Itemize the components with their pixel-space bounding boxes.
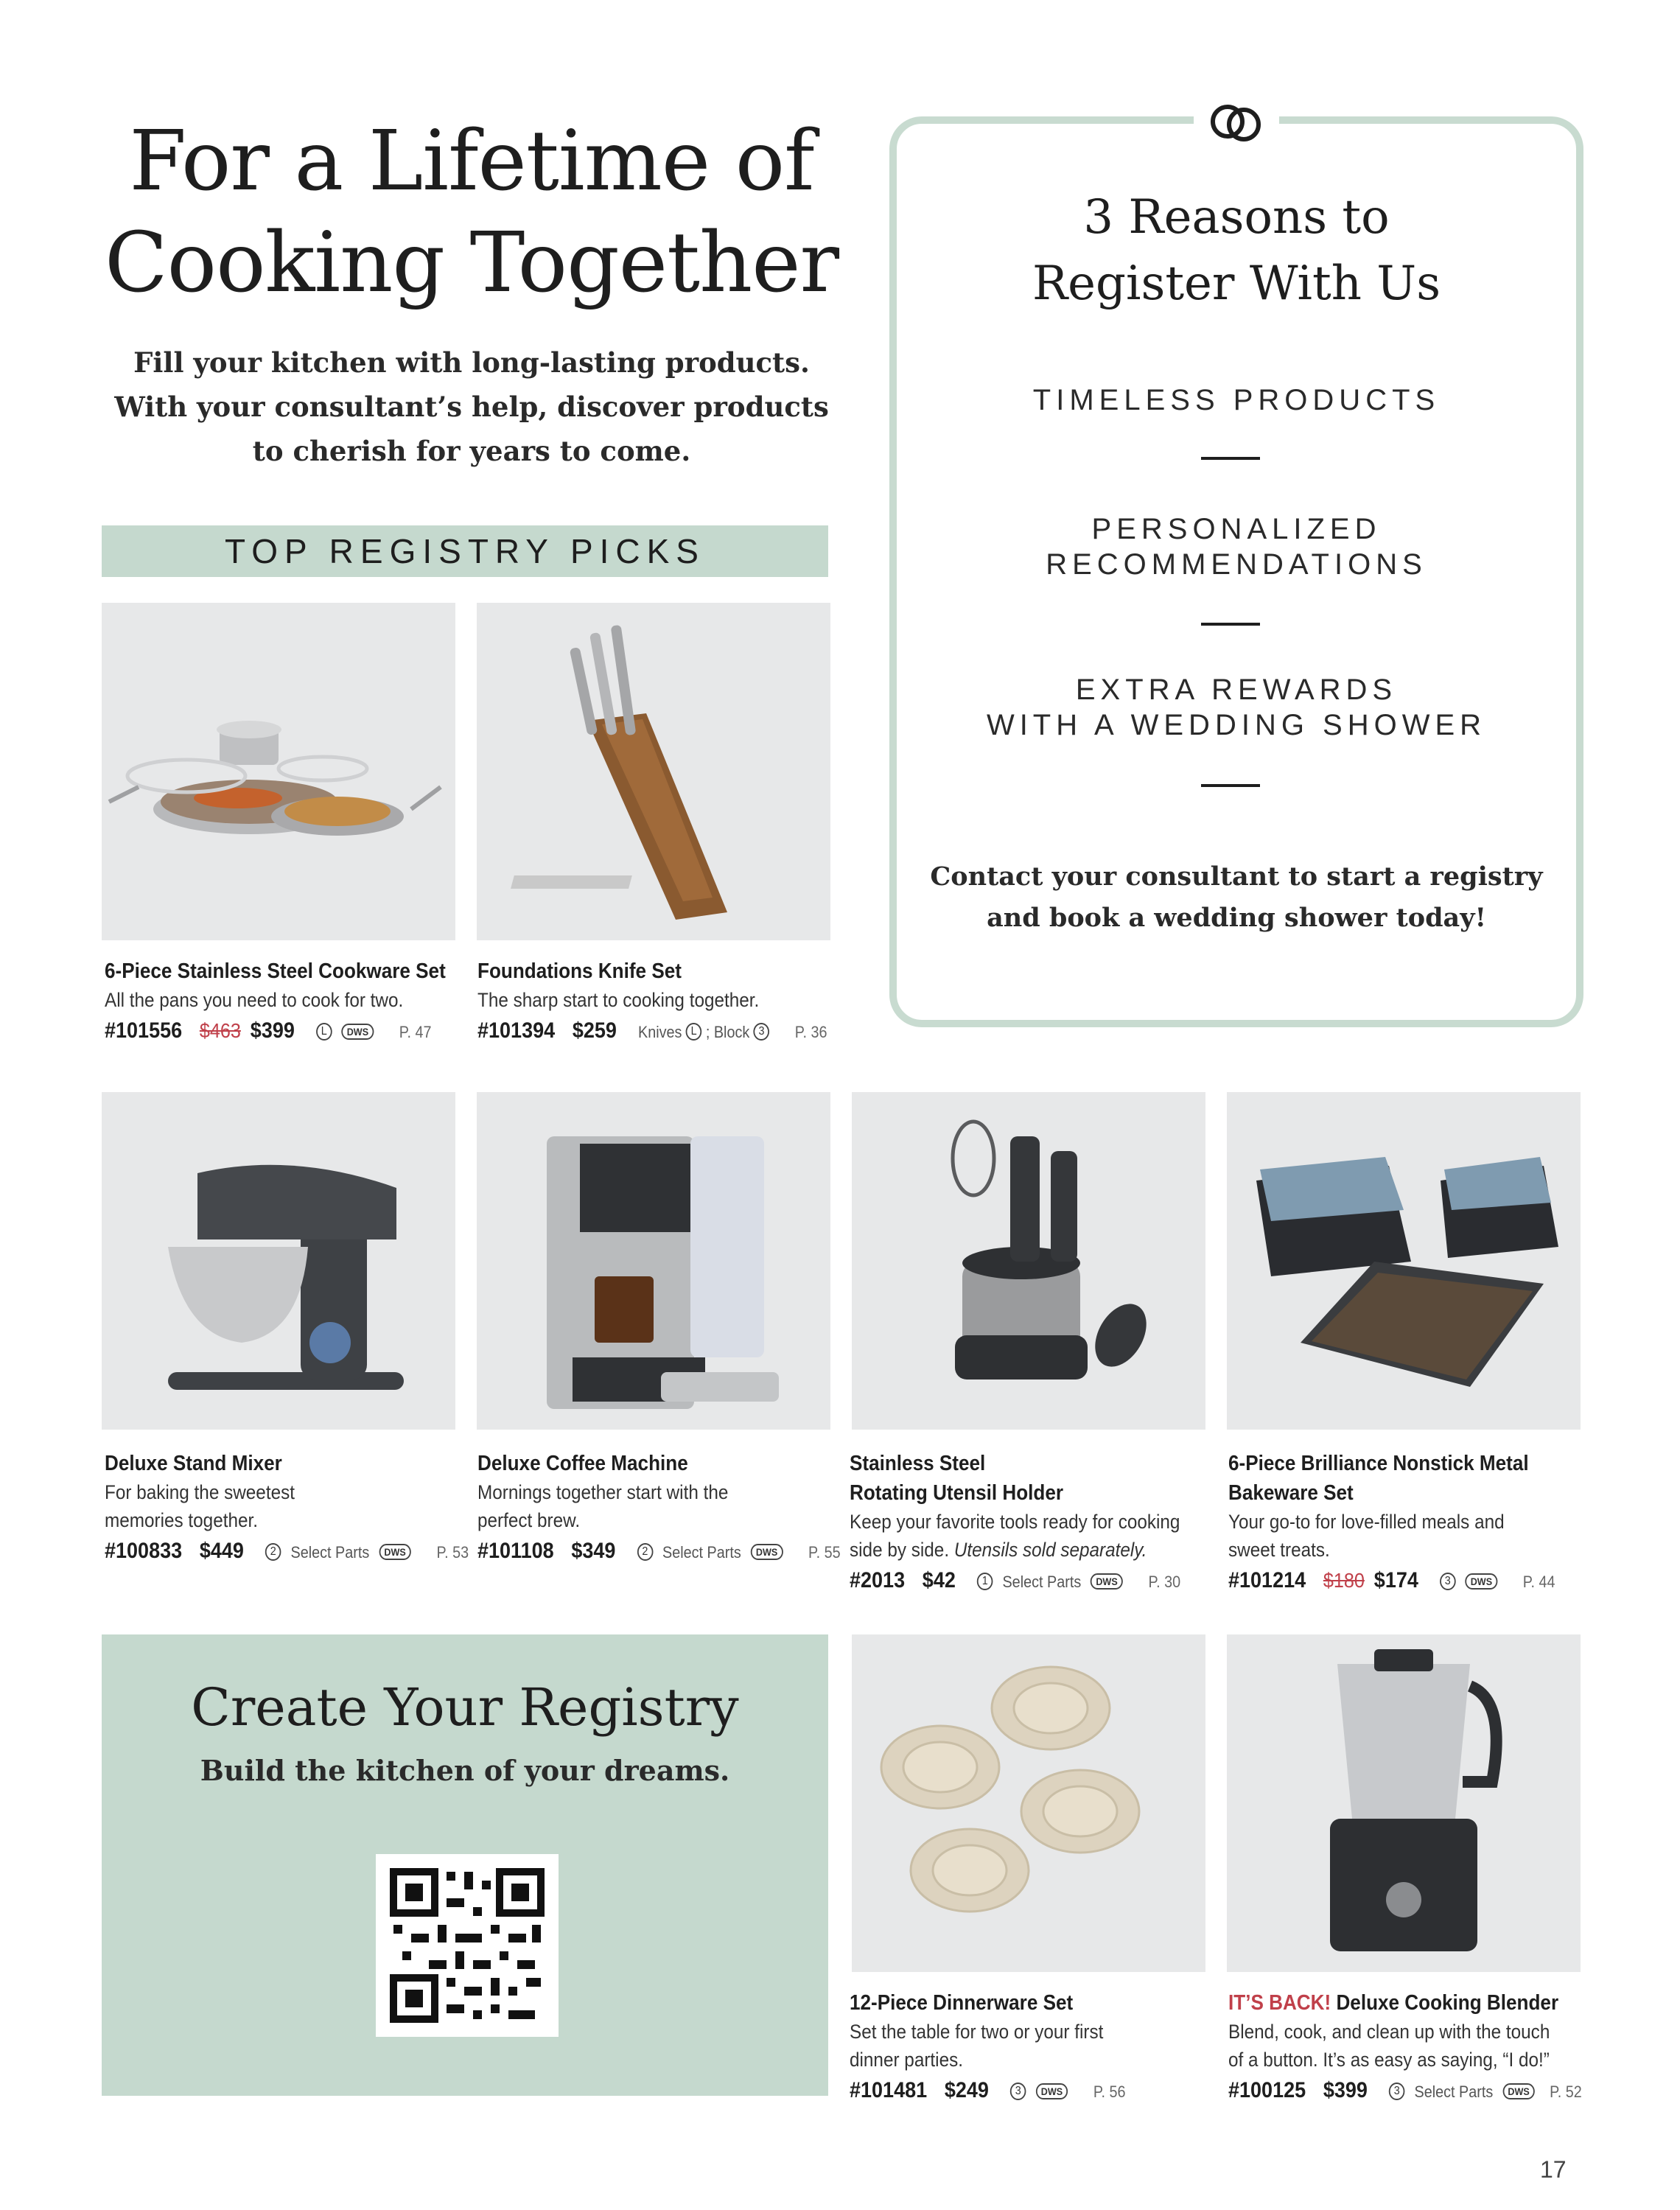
product-knife-set	[477, 957, 861, 1048]
product-meta	[1228, 2075, 1582, 2108]
warranty-icon: 1	[977, 1573, 993, 1590]
dws-badge: DWS	[1465, 1573, 1497, 1590]
qr-code-icon[interactable]	[376, 1854, 559, 2037]
price: $399	[1323, 2078, 1368, 2102]
reason-3-line-1: EXTRA REWARDS	[1075, 674, 1398, 706]
product-meta	[477, 1536, 841, 1568]
name-text: Deluxe Cooking Blender	[1331, 1991, 1559, 2015]
sku: #101481	[850, 2078, 928, 2102]
page-ref: P. 30	[1148, 1573, 1181, 1591]
old-price: $463	[199, 1019, 241, 1042]
subtitle-line-3: to cherish for years to come.	[252, 435, 691, 467]
name-line-2: Rotating Utensil Holder	[850, 1481, 1064, 1505]
reasons-title-line-2: Register With Us	[1032, 256, 1441, 311]
page-ref: P. 36	[794, 1023, 827, 1041]
warranty-icon: 2	[637, 1543, 654, 1561]
name-line-2: Bakeware Set	[1228, 1481, 1354, 1505]
rings-icon	[1194, 94, 1279, 149]
warranty-icon: 3	[1010, 2083, 1026, 2100]
contact-text	[897, 856, 1576, 939]
knife-set-image[interactable]	[477, 603, 830, 940]
warranty-note: Knives	[638, 1023, 682, 1041]
subtitle-line-2: With your consultant’s help, discover products	[114, 391, 829, 423]
old-price: $180	[1323, 1569, 1365, 1592]
reason-timeless: TIMELESS PRODUCTS	[1032, 384, 1441, 416]
dws-badge: DWS	[341, 1024, 374, 1040]
create-registry-title: Create Your Registry	[191, 1677, 739, 1738]
product-name[interactable]: Deluxe Coffee Machine	[477, 1452, 688, 1475]
product-blender	[1228, 1988, 1611, 2108]
contact-line-1: Contact your consultant to start a registry	[930, 861, 1543, 892]
warranty-icon: L	[686, 1023, 702, 1041]
page-ref: P. 52	[1550, 2083, 1582, 2101]
desc-note: Utensils sold separately.	[953, 1539, 1147, 1561]
sku: #101108	[477, 1539, 554, 1563]
name-line-1: Stainless Steel	[850, 1452, 986, 1475]
sku: #101394	[477, 1018, 556, 1043]
product-meta	[1228, 1565, 1560, 1598]
price: $399	[250, 1018, 295, 1043]
page-title	[74, 111, 869, 314]
desc-line-1: Your go-to for love-filled meals and	[1228, 1511, 1505, 1533]
sku: #100125	[1228, 2078, 1306, 2102]
reason-rewards	[897, 672, 1576, 743]
divider	[1201, 457, 1260, 460]
desc-line-1: Mornings together start with the	[477, 1481, 729, 1503]
coffee-machine-image[interactable]	[477, 1092, 830, 1430]
product-desc	[1228, 1508, 1560, 1564]
product-desc	[477, 1478, 822, 1534]
dws-badge: DWS	[379, 1544, 411, 1560]
desc-line-1: Blend, cook, and clean up with the touch	[1228, 2021, 1550, 2043]
price: $174	[1373, 1568, 1418, 1592]
price: $449	[199, 1539, 244, 1563]
product-name[interactable]: Deluxe Stand Mixer	[105, 1452, 282, 1475]
dinnerware-image[interactable]	[852, 1634, 1205, 1972]
warranty-icon: 3	[1440, 1573, 1456, 1590]
desc-line-2: sweet treats.	[1228, 1539, 1330, 1561]
its-back-tag: IT’S BACK!	[1228, 1991, 1331, 2015]
utensil-holder-image[interactable]	[852, 1092, 1205, 1430]
sku: #101214	[1228, 1568, 1306, 1592]
warranty-icon: 2	[265, 1543, 281, 1561]
product-utensil-holder	[850, 1449, 1218, 1598]
blender-image[interactable]	[1227, 1634, 1581, 1972]
title-line-2: Cooking Together	[104, 215, 839, 311]
product-coffee-machine	[477, 1449, 861, 1568]
page-ref: P. 44	[1522, 1573, 1555, 1591]
sku: #101556	[105, 1018, 183, 1043]
reason-personalized	[897, 511, 1576, 582]
stand-mixer-image[interactable]	[102, 1092, 455, 1430]
product-desc	[105, 1478, 436, 1534]
page-number: 17	[1540, 2156, 1567, 2183]
reason-3-line-2: WITH A WEDDING SHOWER	[986, 709, 1487, 741]
product-bakeware	[1228, 1449, 1597, 1598]
warranty-note: Select Parts	[1002, 1573, 1082, 1591]
reason-2-line-2: RECOMMENDATIONS	[1046, 548, 1427, 581]
warranty-note: Select Parts	[290, 1543, 370, 1562]
desc-line-2: side by side.	[850, 1539, 954, 1561]
desc-line-1: For baking the sweetest	[105, 1481, 295, 1503]
product-dinnerware	[850, 1988, 1218, 2108]
product-meta	[477, 1015, 827, 1048]
product-meta	[105, 1015, 436, 1048]
create-registry-subtitle: Build the kitchen of your dreams.	[200, 1754, 730, 1787]
contact-line-2: and book a wedding shower today!	[987, 903, 1486, 933]
desc-line-2: of a button. It’s as easy as saying, “I do!”	[1228, 2049, 1550, 2071]
subtitle-line-1: Fill your kitchen with long-lasting products.	[133, 346, 810, 379]
desc-line-1: Set the table for two or your first	[850, 2021, 1104, 2043]
price: $249	[944, 2078, 989, 2102]
desc-line-1: Keep your favorite tools ready for cooking	[850, 1511, 1180, 1533]
page-ref: P. 56	[1093, 2083, 1126, 2101]
warranty-note: Select Parts	[662, 1543, 741, 1562]
page-ref: P. 55	[808, 1543, 841, 1562]
product-meta	[105, 1536, 469, 1568]
top-picks-banner	[102, 525, 828, 577]
divider	[1201, 784, 1260, 787]
price: $42	[922, 1568, 956, 1592]
cookware-image[interactable]	[102, 603, 455, 940]
dws-badge: DWS	[1502, 2083, 1535, 2099]
desc-line-2: dinner parties.	[850, 2049, 963, 2071]
product-stand-mixer	[105, 1449, 473, 1568]
product-name[interactable]	[1228, 1988, 1573, 2018]
price: $259	[572, 1018, 617, 1043]
warranty-icon: L	[316, 1023, 332, 1041]
bakeware-image[interactable]	[1227, 1092, 1581, 1430]
product-desc: All the pans you need to cook for two.	[105, 989, 404, 1011]
product-name[interactable]	[850, 1449, 1181, 1508]
warranty-note: Select Parts	[1414, 2083, 1494, 2101]
warranty-note-2: ; Block	[705, 1023, 750, 1041]
product-name[interactable]: Foundations Knife Set	[477, 959, 682, 983]
product-desc: The sharp start to cooking together.	[477, 989, 760, 1011]
page-ref: P. 53	[436, 1543, 469, 1562]
sku: #100833	[105, 1539, 183, 1563]
dws-badge: DWS	[751, 1544, 783, 1560]
product-meta	[850, 1565, 1181, 1598]
name-line-1: 6-Piece Brilliance Nonstick Metal	[1228, 1452, 1529, 1475]
top-picks-label: TOP REGISTRY PICKS	[225, 532, 705, 570]
sku: #2013	[850, 1568, 906, 1592]
warranty-icon: 3	[1389, 2083, 1405, 2100]
product-meta	[850, 2075, 1181, 2108]
desc-line-2: memories together.	[105, 1509, 258, 1531]
product-cookware	[105, 957, 473, 1048]
reason-2-line-1: PERSONALIZED	[1091, 513, 1382, 545]
product-name[interactable]: 12-Piece Dinnerware Set	[850, 1991, 1074, 2015]
product-desc	[850, 2018, 1181, 2074]
page-subtitle	[81, 340, 862, 473]
product-name[interactable]	[1228, 1449, 1560, 1508]
product-desc	[1228, 2018, 1573, 2074]
reasons-title-line-1: 3 Reasons to	[1083, 190, 1390, 245]
desc-line-2: perfect brew.	[477, 1509, 581, 1531]
price: $349	[571, 1539, 616, 1563]
product-name[interactable]: 6-Piece Stainless Steel Cookware Set	[105, 959, 446, 983]
product-desc	[850, 1508, 1181, 1564]
dws-badge: DWS	[1036, 2083, 1068, 2099]
warranty-icon: 3	[754, 1023, 770, 1041]
dws-badge: DWS	[1091, 1573, 1123, 1590]
divider	[1201, 623, 1260, 626]
title-line-1: For a Lifetime of	[129, 113, 814, 209]
page-ref: P. 47	[399, 1023, 432, 1041]
